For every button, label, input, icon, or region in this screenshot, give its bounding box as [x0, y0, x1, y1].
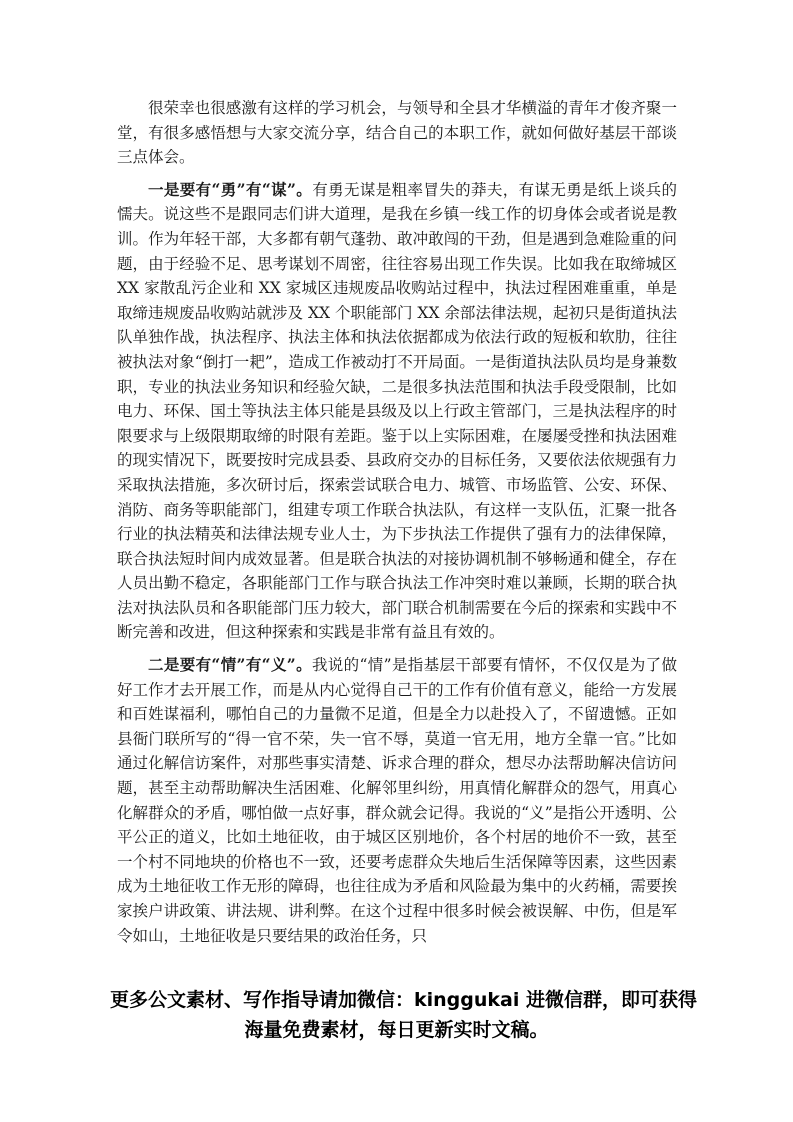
promo-footer-line-2: 海量免费素材，每日更新实时文稿。 — [244, 1019, 549, 1041]
point-two-paragraph — [117, 653, 677, 948]
point-one-text: 有勇无谋是粗率冒失的莽夫，有谋无勇是纸上谈兵的懦夫。说这些不是跟同志们讲大道理，是我在乡镇一线工作的切身体会或者说是教训。作为年轻干部，大多都有朝气蓬勃、敢冲敢闯的干劲，但是遇到急难险重的问题，由于经验不足、思考谋划不周密，往往容易出现工作失误。比如我在取缔城区 XX 家散乱污企业和 XX 家城区违规废品收购站过程中，执法过程困难重重，单是取缔违规废品收购站就涉及 XX 个职能部门 XX 余部法律法规，起初只是街道执法队单独作战，执法程序、执法主体和执法依据都成为依法行政的短板和软肋，往往被执法对象“倒打一耙”，造成工作被动打不开局面。一是街道执法队员均是身兼数职，专业的执法业务知识和经验欠缺，二是很多执法范围和执法手段受限制，比如电力、环保、国土等执法主体只能是县级及以上行政主管部门，三是执法程序的时限要求与上级限期取缔的时限有差距。鉴于以上实际困难，在屡屡受挫和执法困难的现实情况下，既要按时完成县委、县政府交办的目标任务，又要依法依规强有力采取执法措施，多次研讨后，探索尝试联合电力、城管、市场监管、公安、环保、消防、商务等职能部门，组建专项工作联合执法队，有这样一支队伍，汇聚一批各行业的执法精英和法律法规专业人士，为下步执法工作提供了强有力的法律保障，联合执法短时间内成效显著。但是联合执法的对接协调机制不够畅通和健全，存在人员出勤不稳定，各职能部门工作与联合执法工作冲突时难以兼顾，长期的联合执法对执法队员和各职能部门压力较大，部门联合机制需要在今后的探索和实践中不断完善和改进，但这种探索和实践是非常有益且有效的。 — [117, 180, 677, 642]
point-two-text: 我说的“情”是指基层干部要有情怀，不仅仅是为了做好工作才去开展工作，而是从内心觉得自己干的工作有价值有意义，能给一方发展和百姓谋福利，哪怕自己的力量微不足道，但是全力以赴投入了，不留遗憾。正如县衙门联所写的“得一官不荣，失一官不辱，莫道一官无用，地方全靠一官。”比如通过化解信访案件，对那些事实清楚、诉求合理的群众，想尽办法帮助解决信访问题，甚至主动帮助解决生活困难、化解邻里纠纷，用真情化解群众的怨气，用真心化解群众的矛盾，哪怕做一点好事，群众就会记得。我说的“义”是指公开透明、公平公正的道义，比如土地征收，由于城区区别地价，各个村居的地价不一致，甚至一个村不同地块的价格也不一致，还要考虑群众失地后生活保障等因素，这些因素成为土地征收工作无形的障碍，也往往成为矛盾和风险最为集中的火药桶，需要挨家挨户讲政策、讲法规、讲利弊。在这个过程中很多时候会被误解、中伤，但是军令如山，土地征收是只要结果的政治任务，只 — [117, 656, 677, 945]
promo-footer — [110, 985, 697, 1045]
point-one-paragraph — [117, 178, 677, 645]
document-body — [117, 96, 677, 956]
point-one-heading: 一是要有“勇”有“谋”。 — [148, 179, 313, 199]
promo-footer-line-1: 更多公文素材、写作指导请加微信：kinggukai 进微信群，即可获得 — [110, 989, 697, 1011]
intro-text: 很荣幸也很感激有这样的学习机会，与领导和全县才华横溢的青年才俊齐聚一堂，有很多感悟想与大家交流分享，结合自己的本职工作，就如何做好基层干部谈三点体会。 — [117, 99, 677, 167]
intro-paragraph — [117, 96, 677, 170]
point-two-heading: 二是要有“情”有“义”。 — [148, 655, 312, 675]
